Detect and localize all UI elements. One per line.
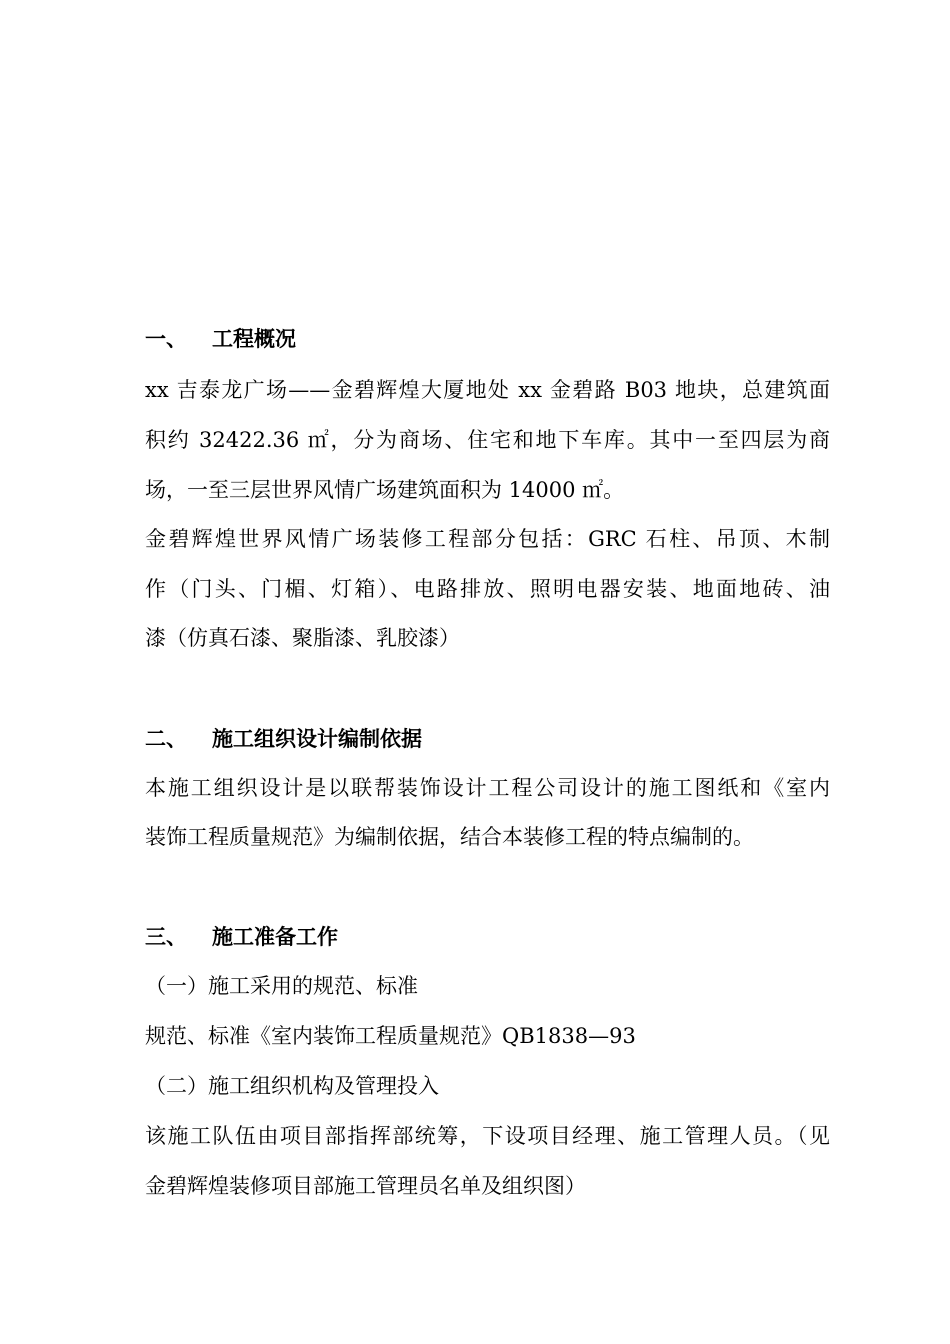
section-title: 工程概况 bbox=[212, 326, 296, 351]
paragraph-line: 金碧辉煌装修项目部施工管理员名单及组织图） bbox=[145, 1174, 586, 1198]
section-number: 一、 bbox=[145, 326, 187, 351]
section-heading-2 bbox=[145, 724, 830, 754]
paragraph-line: 场，一至三层世界风情广场建筑面积为 14000 ㎡。 bbox=[145, 478, 625, 502]
paragraph-line: 装饰工程质量规范》为编制依据，结合本装修工程的特点编制的。 bbox=[145, 825, 754, 849]
paragraph-line: xx 吉泰龙广场——金碧辉煌大厦地处 xx 金碧路 B03 地块，总建筑面 bbox=[145, 378, 830, 402]
paragraph-line: 积约 32422.36 ㎡，分为商场、住宅和地下车库。其中一至四层为商 bbox=[145, 428, 830, 452]
paragraph-line: 规范、标准《室内装饰工程质量规范》QB1838—93 bbox=[145, 1024, 636, 1048]
section-number: 三、 bbox=[145, 924, 187, 949]
section-title: 施工准备工作 bbox=[212, 924, 338, 949]
subsection-title: （二）施工组织机构及管理投入 bbox=[145, 1074, 439, 1098]
section-heading-3 bbox=[145, 922, 830, 952]
subsection-title: （一）施工采用的规范、标准 bbox=[145, 974, 418, 998]
section-heading-1 bbox=[145, 324, 830, 354]
section-title: 施工组织设计编制依据 bbox=[212, 726, 422, 751]
paragraph-line: 本施工组织设计是以联帮装饰设计工程公司设计的施工图纸和《室内 bbox=[145, 776, 830, 800]
section-number: 二、 bbox=[145, 726, 187, 751]
paragraph-line: 作（门头、门楣、灯箱）、电路排放、照明电器安装、地面地砖、油 bbox=[145, 577, 830, 601]
paragraph-line: 该施工队伍由项目部指挥部统筹，下设项目经理、施工管理人员。（见 bbox=[145, 1124, 830, 1148]
paragraph-line: 金碧辉煌世界风情广场装修工程部分包括：GRC 石柱、吊顶、木制 bbox=[145, 527, 830, 551]
paragraph-line: 漆（仿真石漆、聚脂漆、乳胶漆） bbox=[145, 626, 460, 650]
